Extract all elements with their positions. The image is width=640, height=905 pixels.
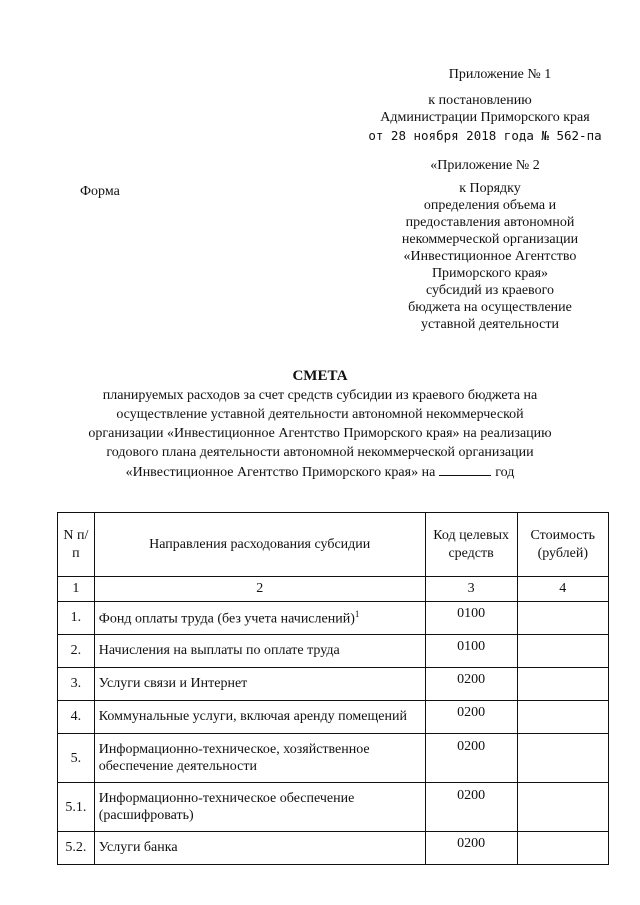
procedure-line: некоммерческой организации [401,232,579,247]
row-num: 3. [58,668,95,701]
row-num: 5. [58,734,95,783]
header-code: Код целевых средств [425,513,517,577]
administration-label: Администрации Приморского края [380,110,590,125]
row-direction-text: Фонд оплаты труда (без учета начислений) [98,611,355,627]
title-line: организации «Инвестиционное Агентство Приморского края» на реализацию [88,426,552,441]
row-direction: Услуги банка [94,832,425,865]
row-cost[interactable] [517,783,608,832]
title-last-line [40,462,600,482]
estimate-table [57,512,609,865]
procedure-line: «Инвестиционное Агентство [403,249,577,264]
title-line: годового плана деятельности автономной некоммерческой организации [106,445,534,460]
table-row [58,701,609,734]
row-cost[interactable] [517,701,608,734]
document-title: СМЕТА [292,368,348,384]
row-code: 0200 [425,832,517,865]
resolution-date-line: от 28 ноября 2018 года № 562-па [368,128,602,143]
to-resolution-label: к постановлению [428,93,532,108]
row-num: 2. [58,635,95,668]
row-direction: Коммунальные услуги, включая аренду помещений [94,701,425,734]
row-direction: Информационно-техническое обеспечение (расшифровать) [94,783,425,832]
row-code: 0200 [425,734,517,783]
row-cost[interactable] [517,668,608,701]
table-index-row [58,577,609,602]
title-line: планируемых расходов за счет средств субсидии из краевого бюджета на [102,388,538,403]
appendix-2-label: «Приложение № 2 [430,158,540,173]
year-blank-field[interactable] [439,462,491,476]
row-num: 4. [58,701,95,734]
header-num: N п/п [58,513,95,577]
table-row [58,602,609,635]
table-row [58,635,609,668]
title-line: осуществление уставной деятельности автономной некоммерческой [116,407,524,422]
title-last-line-start: «Инвестиционное Агентство Приморского края» на [125,465,436,480]
table-header-row [58,513,609,577]
appendix-1-label: Приложение № 1 [448,67,552,82]
table-row [58,783,609,832]
procedure-line: Приморского края» [431,266,549,281]
row-cost[interactable] [517,635,608,668]
index-cell: 1 [58,577,95,602]
procedure-line: субсидий из краевого [426,283,554,298]
index-cell: 4 [517,577,608,602]
footnote-mark: 1 [354,608,360,619]
procedure-block [370,180,610,333]
title-last-line-end: год [495,465,515,480]
row-direction: Информационно-техническое, хозяйственное обеспечение деятельности [94,734,425,783]
procedure-line: определения объема и [423,198,557,213]
procedure-line: уставной деятельности [421,317,559,332]
row-code: 0200 [425,668,517,701]
title-description [40,386,600,482]
procedure-line: бюджета на осуществление [408,300,572,315]
index-cell: 2 [94,577,425,602]
row-direction: Начисления на выплаты по оплате труда [94,635,425,668]
header-cost: Стоимость (рублей) [517,513,608,577]
row-code: 0200 [425,783,517,832]
row-cost[interactable] [517,734,608,783]
row-num: 5.1. [58,783,95,832]
table-row [58,668,609,701]
procedure-line: к Порядку [459,181,521,196]
table-row [58,734,609,783]
row-cost[interactable] [517,832,608,865]
row-direction: Услуги связи и Интернет [94,668,425,701]
row-code: 0100 [425,635,517,668]
form-label: Форма [80,184,120,199]
row-num: 5.2. [58,832,95,865]
row-code: 0100 [425,602,517,635]
row-code: 0200 [425,701,517,734]
row-num: 1. [58,602,95,635]
header-direction: Направления расходования субсидии [94,513,425,577]
table-row [58,832,609,865]
row-direction [94,602,425,635]
procedure-line: предоставления автономной [405,215,575,230]
index-cell: 3 [425,577,517,602]
row-cost[interactable] [517,602,608,635]
